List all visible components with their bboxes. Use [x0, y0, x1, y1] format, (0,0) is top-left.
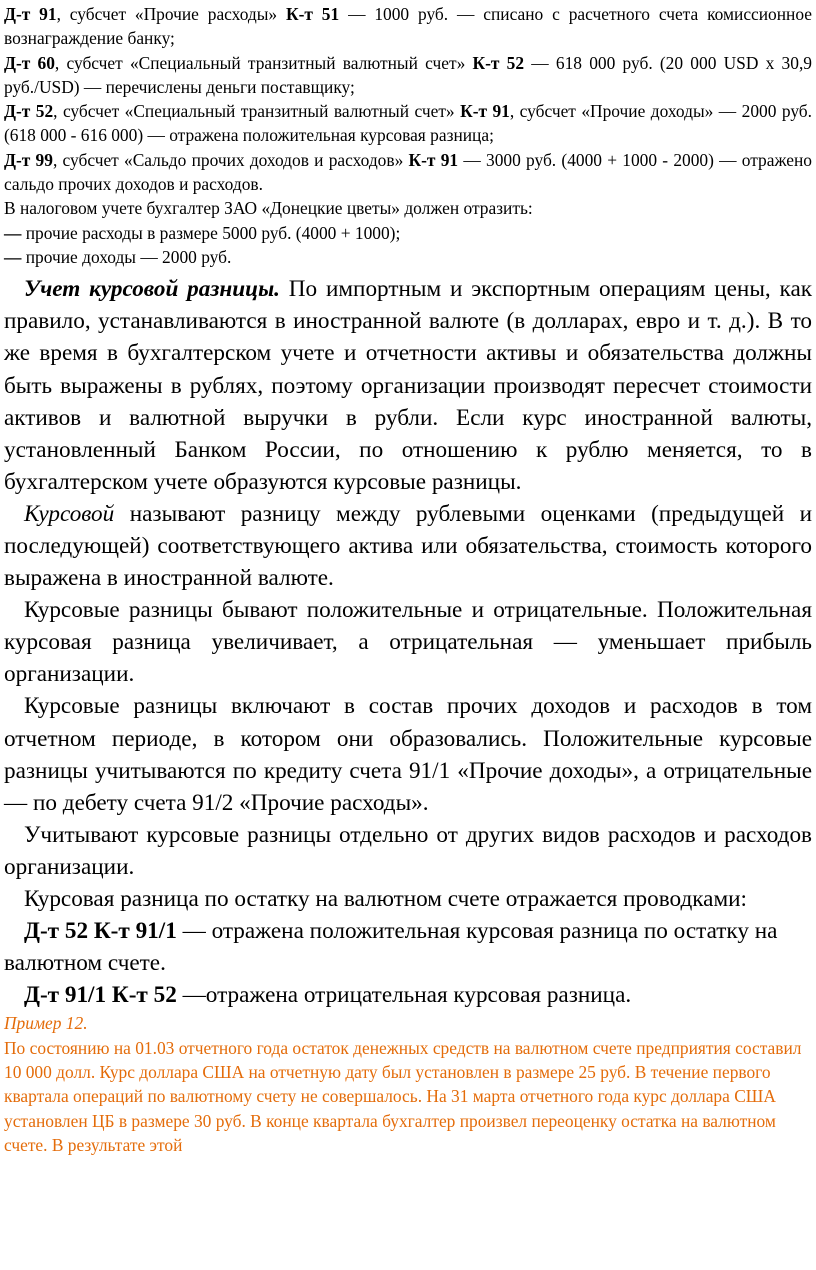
credit-account: К-т 52: [472, 52, 525, 73]
accounting-entry: Д-т 99, субсчет «Сальдо прочих доходов и расходов» К-т 91 — 3000 руб. (4000 + 1000 - 2000) — отражено сальдо прочих доходов и расходов.: [4, 149, 812, 195]
debit-account: Д-т 99: [4, 149, 53, 170]
credit-account: К-т 91: [408, 149, 459, 170]
term: Курсовой: [24, 500, 115, 527]
debit-account: Д-т 60: [4, 52, 55, 73]
credit-account: К-т 91: [460, 101, 510, 122]
posting-entry: Д-т 52 К-т 91/1 — отражена положительная курсовая разница по остатку на валютном счете.: [4, 918, 778, 977]
paragraph: Курсовые разницы бывают положительные и отрицательные. Положительная курсовая разница увеличивает, а отрицательная — уменьшает прибыль организации.: [4, 597, 812, 688]
tax-item: — прочие расходы в размере 5000 руб. (4000 + 1000);: [4, 222, 401, 243]
accounting-entry: Д-т 91, субсчет «Прочие расходы» К-т 51 — 1000 руб. — списано с расчетного счета комиссионное вознаграждение банку;: [4, 4, 812, 49]
paragraph: Учет курсовой разницы. По импортным и экспортным операциям цены, как правило, устанавливаются в иностранной валюте (в долларах, евро и т. д.). В то же время в бухгалтерском учете и отчетности активы и обязательства должны быть выражены в рублях, поэтому организации производят пересчет стоимости активов и валютной выручки в рубли. Если курс иностранной валюты, установленный Банком России, по отношению к рублю меняется, то в бухгалтерском учете образуются курсовые разницы.: [4, 276, 813, 495]
example-title: Пример 12.: [4, 1013, 88, 1034]
credit-account: К-т 51: [285, 4, 340, 24]
paragraph: Курсовые разницы включают в состав прочих доходов и расходов в том отчетном периоде, в котором они образовались. Положительные курсовые разницы учитываются по кредиту счета 91/1 «Прочие доходы», а отрицательные — по дебету счета 91/2 «Прочие расходы».: [4, 693, 812, 816]
section-heading: Учет курсовой разницы.: [24, 276, 280, 303]
paragraph: Учитывают курсовые разницы отдельно от других видов расходов и расходов организации.: [4, 821, 812, 880]
dash-marker: —: [4, 246, 22, 267]
paragraph: Курсовая разница по остатку на валютном счете отражается проводками:: [24, 886, 747, 913]
dash-marker: —: [4, 222, 22, 243]
accounting-entry: Д-т 60, субсчет «Специальный транзитный валютный счет» К-т 52 — 618 000 руб. (20 000 USD x 30,9 руб./USD) — перечислены деньги поставщику;: [4, 52, 812, 97]
tax-item: — прочие доходы — 2000 руб.: [4, 246, 232, 267]
accounting-entry: Д-т 52, субсчет «Специальный транзитный валютный счет» К-т 91, субсчет «Прочие доходы» — 2000 руб. (618 000 - 616 000) — отражена положительная курсовая разница;: [4, 101, 812, 146]
debit-account: Д-т 91: [4, 4, 57, 24]
tax-intro: В налоговом учете бухгалтер ЗАО «Донецкие цветы» должен отразить:: [4, 198, 533, 219]
posting-code: Д-т 91/1 К-т 52: [24, 982, 177, 1009]
paragraph: Курсовой называют разницу между рублевыми оценками (предыдущей и последующей) соответствующего актива или обязательства, стоимость которого выражена в иностранной валюте.: [4, 500, 812, 592]
posting-entry: Д-т 91/1 К-т 52 —отражена отрицательная курсовая разница.: [24, 982, 632, 1009]
debit-account: Д-т 52: [4, 101, 54, 122]
posting-code: Д-т 52 К-т 91/1: [24, 918, 177, 945]
example-text: По состоянию на 01.03 отчетного года остаток денежных средств на валютном счете предприятия составил 10 000 долл. Курс доллара США на отчетную дату был установлен в размере 25 руб. В течение первого квартала операций по валютному счету не совершалось. На 31 марта отчетного года курс доллара США установлен ЦБ в размере 30 руб. В конце квартала бухгалтер произвел переоценку остатка на валютном счете. В результате этой: [4, 1037, 802, 1155]
